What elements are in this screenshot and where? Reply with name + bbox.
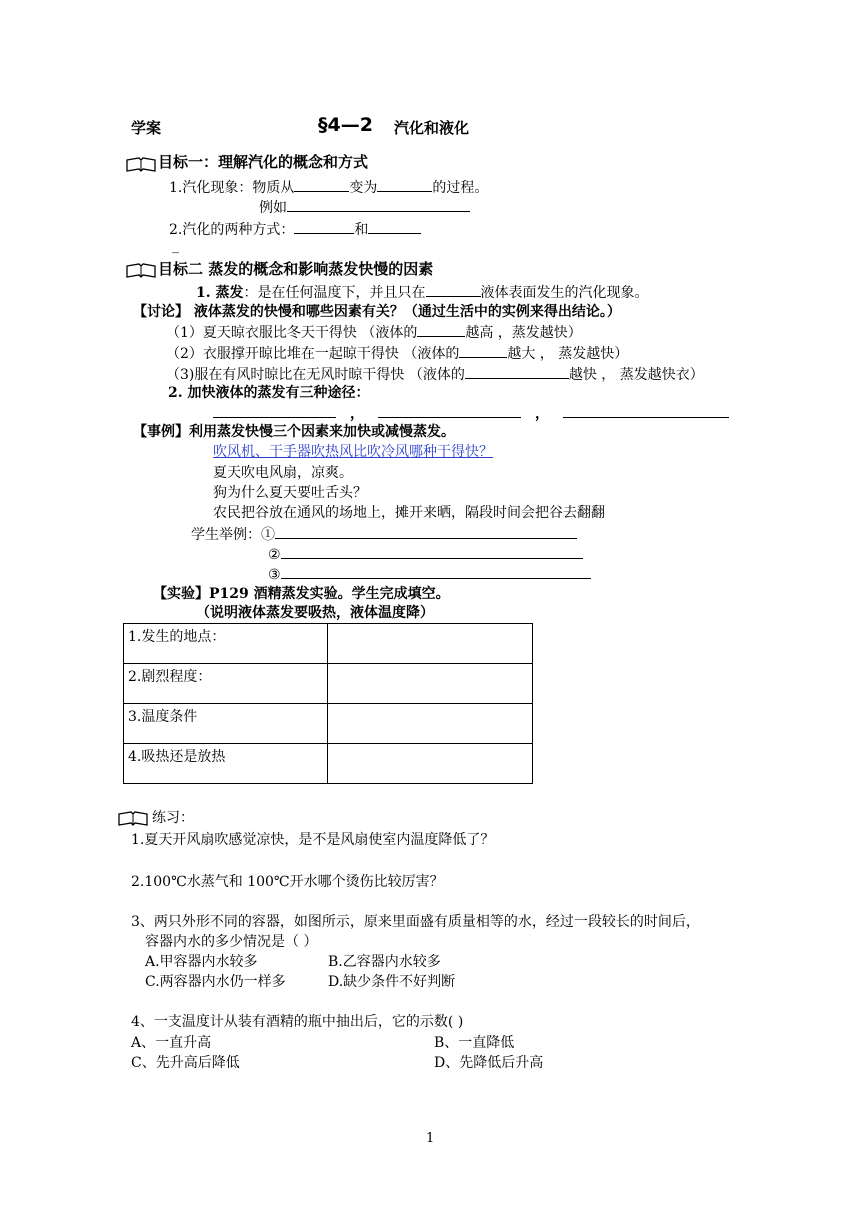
option-a: A、一直升高 [131,1035,212,1051]
practice-title: 练习： [152,810,194,826]
examples-title: 【事例】利用蒸发快慢三个因素来加快或减慢蒸发。 [133,424,455,440]
table-cell-label: 2.剧烈程度： [124,664,328,704]
blank-field[interactable] [294,176,349,192]
doc-label: 学案 [131,119,162,137]
evaporation-ways-question: 2. 加快液体的蒸发有三种途径： [168,385,370,401]
experiment-table [123,623,533,784]
blank-field[interactable] [377,176,432,192]
option-c: C.两容器内水仍一样多 [145,974,286,990]
student-example-1: 学生举例：① [191,523,577,545]
book-icon [117,810,149,828]
discussion-item-3: （3)服在有风时晾比在无风时晾干得快 （液体的 越快 ， 蒸发越快衣） [166,363,704,385]
section-number: §4—2 [318,114,373,136]
table-cell-answer[interactable] [328,704,533,744]
example-hairdryer-link[interactable]: 吹风机、干手器吹热风比吹冷风哪种干得快？ [213,444,493,460]
book-icon [125,262,157,280]
blank-field[interactable] [465,363,569,379]
blank-field[interactable] [213,402,336,418]
option-c: C、先升高后降低 [131,1055,240,1071]
example-fan: 夏天吹电风扇，凉爽。 [213,465,353,481]
evaporation-ways-blanks: ， ， [213,402,729,424]
discussion-title: 【讨论】 液体蒸发的快慢和哪些因素有关？（通过生活中的实例来得出结论。） [133,304,621,320]
blank-field[interactable] [563,402,729,418]
discussion-item-2: （2）衣服撑开晾比堆在一起晾干得快 （液体的 越大 ， 蒸发越快） [166,342,628,364]
table-cell-label: 3.温度条件 [124,704,328,744]
blank-field[interactable] [459,342,507,358]
option-b: B.乙容器内水较多 [328,954,441,970]
discussion-item-1: （1）夏天晾衣服比冬天干得快 （液体的 越高 ，蒸发越快） [166,321,582,343]
goal1-title: 目标一：理解汽化的概念和方式 [158,153,369,171]
practice-q4: 4、一支温度计从装有酒精的瓶中抽出后，它的示数( ) [131,1014,464,1030]
blank-field[interactable] [294,218,354,234]
example-dog: 狗为什么夏天要吐舌头？ [213,485,367,501]
blank-field[interactable] [368,218,421,234]
table-cell-label: 1.发生的地点： [124,624,328,664]
practice-q1: 1.夏天开风扇吹感觉凉快，是不是风扇使室内温度降低了？ [131,832,495,848]
blank-field[interactable] [281,563,591,579]
blank-field[interactable] [281,543,583,559]
table-row [124,624,533,664]
example-grain: 农民把谷放在通风的场地上，摊开来晒，隔段时间会把谷去翻翻 [213,505,605,521]
option-b: B、一直降低 [434,1035,515,1051]
practice-q3: 3、两只外形不同的容器，如图所示，原来里面盛有质量相等的水，经过一段较长的时间后， [131,914,700,930]
table-row [124,744,533,784]
goal1-line1: 1.汽化现象：物质从 变为 的过程。 [169,176,488,198]
option-d: D、先降低后升高 [434,1055,544,1071]
table-cell-answer[interactable] [328,664,533,704]
table-cell-label: 4.吸热还是放热 [124,744,328,784]
goal1-line3: 2.汽化的两种方式： 和 [169,218,421,240]
option-a: A.甲容器内水较多 [145,954,258,970]
evaporation-definition: 1. 蒸发：是在任何温度下，并且只在 液体表面发生的汽化现象。 [196,281,649,303]
page-title: 汽化和液化 [394,119,470,137]
blank-field[interactable] [287,196,470,212]
student-example-3: ③ [268,563,591,585]
table-row [124,664,533,704]
goal2-title: 目标二 蒸发的概念和影响蒸发快慢的因素 [158,260,434,278]
stray-dash: _ [172,238,179,254]
table-cell-answer[interactable] [328,744,533,784]
goal1-line2: 例如 [259,196,470,218]
practice-q3-line2: 容器内水的多少情况是（ ） [145,934,318,950]
practice-q2: 2.100℃水蒸气和 100℃开水哪个烫伤比较厉害？ [131,874,444,890]
option-d: D.缺少条件不好判断 [328,974,456,990]
table-row [124,704,533,744]
table-cell-answer[interactable] [328,624,533,664]
blank-field[interactable] [378,402,521,418]
blank-field[interactable] [426,281,481,297]
experiment-note: （说明液体蒸发要吸热，液体温度降） [196,605,434,621]
blank-field[interactable] [275,523,577,539]
experiment-title: 【实验】P129 酒精蒸发实验。学生完成填空。 [153,586,450,602]
book-icon [125,156,157,174]
page-number: 1 [426,1131,435,1146]
blank-field[interactable] [417,321,465,337]
student-example-2: ② [268,543,583,565]
